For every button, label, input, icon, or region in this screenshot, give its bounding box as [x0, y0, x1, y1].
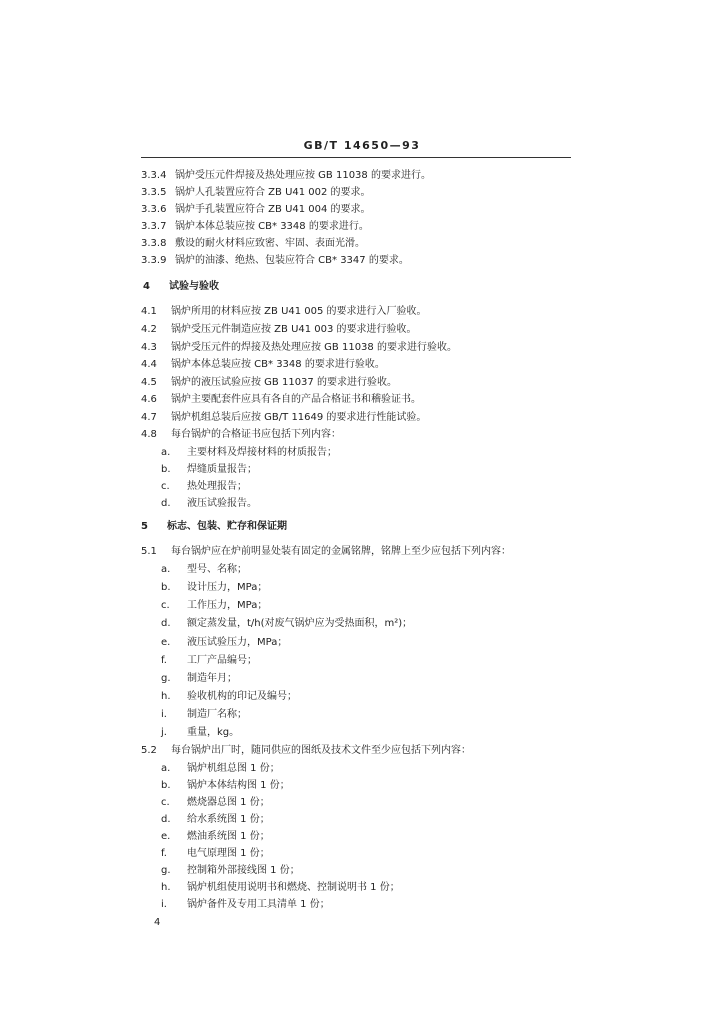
clause-3-3-7: 3.3.7 锅炉本体总装应按 CB* 3348 的要求进行。 [141, 221, 369, 232]
list-item: c. 工作压力，MPa； [161, 600, 268, 611]
list-item: d. 给水系统图 1 份； [161, 814, 270, 825]
header-rule [141, 157, 571, 158]
clause-5-2: 5.2 每台锅炉出厂时，随同供应的图纸及技术文件至少应包括下列内容： [141, 745, 471, 756]
list-item: h. 锅炉机组使用说明书和燃烧、控制说明书 1 份； [161, 882, 400, 893]
list-item: g. 控制箱外部接线图 1 份； [161, 865, 300, 876]
list-item: e. 燃油系统图 1 份； [161, 831, 270, 842]
page-number: 4 [154, 917, 161, 928]
section-5-heading: 5 标志、包装、贮存和保证期 [141, 521, 287, 532]
list-item: c. 热处理报告； [161, 481, 247, 492]
list-item: f. 工厂产品编号； [161, 655, 257, 666]
clause-3-3-5: 3.3.5 锅炉人孔装置应符合 ZB U41 002 的要求。 [141, 187, 371, 198]
clause-4-2: 4.2 锅炉受压元件制造应按 ZB U41 003 的要求进行验收。 [141, 324, 417, 335]
clause-4-6: 4.6 锅炉主要配套件应具有各自的产品合格证书和稽验证书。 [141, 394, 421, 405]
clause-3-3-8: 3.3.8 敷设的耐火材料应致密、牢固、表面光滑。 [141, 238, 365, 249]
clause-4-7: 4.7 锅炉机组总装后应按 GB/T 11649 的要求进行性能试验。 [141, 412, 427, 423]
list-item: f. 电气原理图 1 份； [161, 848, 270, 859]
clause-4-5: 4.5 锅炉的液压试验应按 GB 11037 的要求进行验收。 [141, 377, 397, 388]
page-header-title: GB/T 14650—93 [303, 139, 421, 152]
list-item: g. 制造年月； [161, 673, 237, 684]
list-item: c. 燃烧器总图 1 份； [161, 797, 270, 808]
list-item: b. 锅炉本体结构图 1 份； [161, 780, 290, 791]
list-item: a. 锅炉机组总图 1 份； [161, 763, 280, 774]
clause-3-3-4: 3.3.4 锅炉受压元件焊接及热处理应按 GB 11038 的要求进行。 [141, 170, 431, 181]
list-item: d. 额定蒸发量，t/h(对废气锅炉应为受热面积，m²)； [161, 618, 413, 629]
list-item: i. 制造厂名称； [161, 709, 247, 720]
list-item: b. 设计压力，MPa； [161, 582, 268, 593]
list-item: b. 焊缝质量报告； [161, 464, 257, 475]
list-item: a. 型号、名称； [161, 564, 247, 575]
clause-3-3-6: 3.3.6 锅炉手孔装置应符合 ZB U41 004 的要求。 [141, 204, 371, 215]
list-item: a. 主要材料及焊接材料的材质报告； [161, 447, 337, 458]
section-4-heading: 4 试验与验收 [143, 281, 219, 292]
clause-3-3-9: 3.3.9 锅炉的油漆、绝热、包装应符合 CB* 3347 的要求。 [141, 255, 409, 266]
clause-4-4: 4.4 锅炉本体总装应按 CB* 3348 的要求进行验收。 [141, 359, 385, 370]
list-item: d. 液压试验报告。 [161, 498, 257, 509]
list-item: e. 液压试验压力，MPa； [161, 637, 288, 648]
list-item: j. 重量，kg。 [161, 727, 240, 738]
clause-4-1: 4.1 锅炉所用的材料应按 ZB U41 005 的要求进行入厂验收。 [141, 306, 427, 317]
clause-4-3: 4.3 锅炉受压元件的焊接及热处理应按 GB 11038 的要求进行验收。 [141, 342, 457, 353]
clause-5-1: 5.1 每台锅炉应在炉前明显处装有固定的金属铭牌，铭牌上至少应包括下列内容： [141, 546, 511, 557]
list-item: h. 验收机构的印记及编号； [161, 691, 297, 702]
clause-4-8: 4.8 每台锅炉的合格证书应包括下列内容： [141, 429, 341, 440]
list-item: i. 锅炉备件及专用工具清单 1 份； [161, 899, 330, 910]
